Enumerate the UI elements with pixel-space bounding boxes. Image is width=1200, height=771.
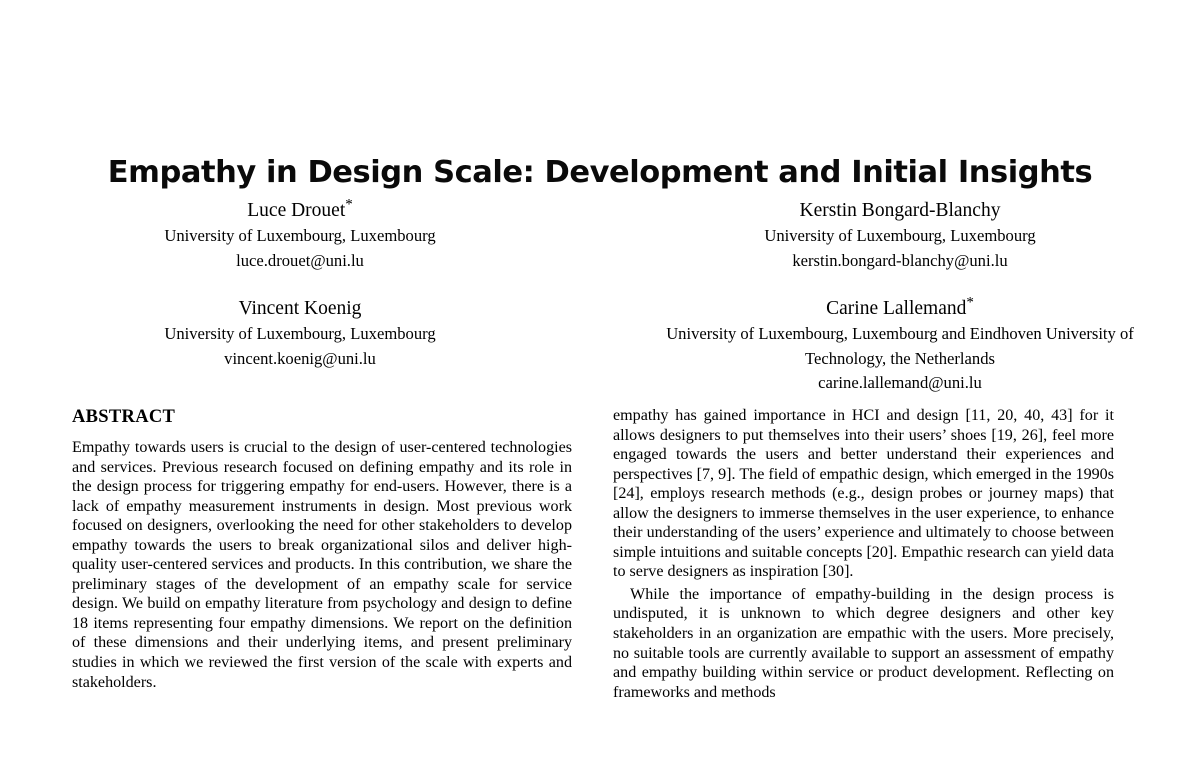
author-block — [0, 197, 1200, 396]
author-email[interactable]: luce.drouet@uni.lu — [236, 250, 364, 270]
author-name-text: Luce Drouet — [247, 200, 346, 221]
author-entry-bongard-blanchy — [600, 197, 1200, 273]
abstract-paragraph: Empathy towards users is crucial to the design of user-centered technologies and services. Previous research focused on defining empathy and its role in the design process for triggering empathy for end-users. However, there is a lack of empathy measurement instruments in design. Most previous work focused on designers, overlooking the need for other stakeholders to develop empathy towards the users to break organizational silos and deliver high-quality user-centered services and products. In this contribution, we share the preliminary stages of the development of an empathy scale for service design. We build on empathy literature from psychology and design to define 18 items representing four empathy dimensions. We report on the definition of these dimensions and their underlying items, and present preliminary studies in which we reviewed the first version of the scale with experts and stakeholders. — [72, 439, 572, 691]
author-affiliation: University of Luxembourg, Luxembourg — [764, 226, 1036, 245]
page-title: Empathy in Design Scale: Development and Initial Insights — [107, 155, 1093, 191]
author-corresponding-marker: * — [966, 294, 974, 311]
author-entry-drouet — [0, 197, 600, 273]
author-email[interactable]: carine.lallemand@uni.lu — [818, 373, 982, 392]
author-email[interactable]: kerstin.bongard-blanchy@uni.lu — [792, 250, 1008, 270]
author-name — [42, 295, 558, 322]
author-row-1 — [0, 197, 1200, 273]
author-affiliation: University of Luxembourg, Luxembourg — [164, 324, 436, 343]
right-column — [613, 406, 1114, 702]
author-email[interactable]: vincent.koenig@uni.lu — [224, 348, 376, 368]
author-affiliation: University of Luxembourg, Luxembourg and Eindhoven University of Technology, the Netherlands — [666, 324, 1134, 368]
intro-paragraph-2: While the importance of empathy-building in the design process is undisputed, it is unknown to which degree designers and other key stakeholders in an organization are empathic with the users. More precisely, no suitable tools are currently available to support an assessment of empathy and empathy building within service or product development. Reflecting on frameworks and methods — [613, 585, 1114, 701]
author-corresponding-marker: * — [345, 196, 353, 213]
author-name-text: Vincent Koenig — [238, 298, 362, 319]
author-name — [42, 197, 558, 224]
author-affiliation: University of Luxembourg, Luxembourg — [164, 226, 436, 245]
author-entry-lallemand — [600, 295, 1200, 396]
author-name — [642, 197, 1158, 224]
left-column — [72, 406, 572, 692]
author-row-2 — [0, 295, 1200, 396]
author-name — [642, 295, 1158, 322]
intro-paragraph-continued: empathy has gained importance in HCI and design [11, 20, 40, 43] for it allows designers to put themselves into their users’ shoes [19, 26], feel more engaged towards the users and better understand their experiences and perspectives [7, 9]. The field of empathic design, which emerged in the 1990s [24], employs research methods (e.g., design probes or journey maps) that allow the designers to immerse themselves in the user experience, to enhance their understanding of the users’ experience and ultimately to choose between simple intuitions and suitable concepts [20]. Empathic research can yield data to serve designers as inspiration [30]. — [613, 407, 1114, 581]
author-entry-koenig — [0, 295, 600, 396]
author-name-text: Carine Lallemand — [826, 298, 967, 319]
author-name-text: Kerstin Bongard-Blanchy — [799, 200, 1001, 221]
abstract-heading: ABSTRACT — [72, 407, 176, 427]
